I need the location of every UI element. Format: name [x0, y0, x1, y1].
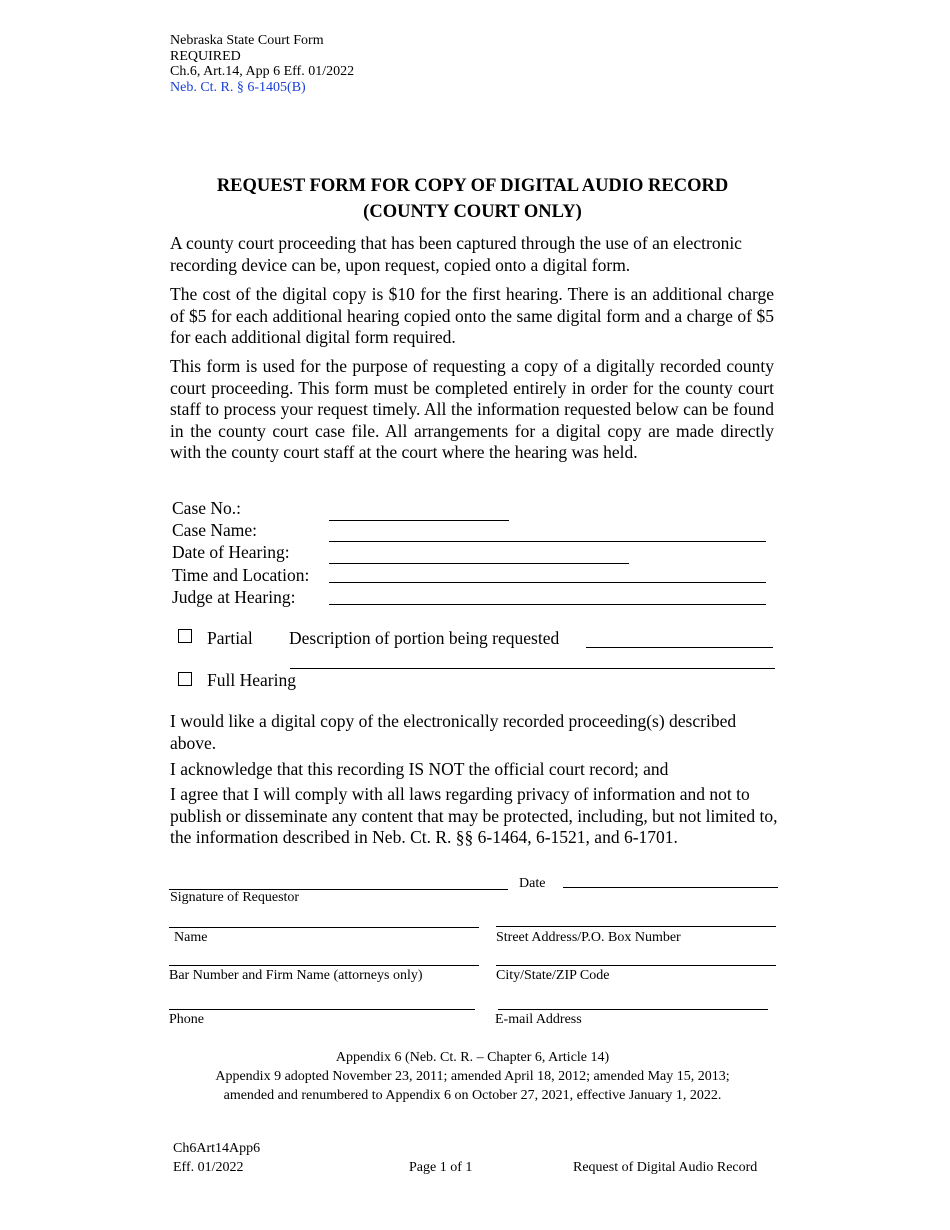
- time-location-label: Time and Location:: [172, 565, 310, 585]
- bar-number-label: Bar Number and Firm Name (attorneys only): [169, 968, 423, 983]
- intro-paragraph-3: This form is used for the purpose of requesting a copy of a digitally recorded county court proceeding. This form must be completed entirely in order for the county court staff to process your request timely. All the information requested below can be found in the county court case file. All arrangements for a digital copy are made directly with the county court staff at the court where the hearing was held.: [170, 356, 774, 462]
- header-court-form: Nebraska State Court Form: [170, 33, 324, 48]
- time-location-field[interactable]: [329, 582, 766, 583]
- judge-label: Judge at Hearing:: [172, 587, 296, 607]
- footer-page-number: Page 1 of 1: [409, 1160, 473, 1175]
- header-required: REQUIRED: [170, 48, 241, 64]
- full-hearing-label: Full Hearing: [207, 670, 296, 690]
- case-name-label: Case Name:: [172, 520, 258, 540]
- date-label: Date: [519, 876, 546, 891]
- bar-number-field[interactable]: [169, 965, 479, 966]
- city-state-zip-field[interactable]: [496, 965, 776, 966]
- email-field[interactable]: [498, 1009, 768, 1010]
- intro-paragraph-1: A county court proceeding that has been captured through the use of an electronic recording device can be, upon request, copied onto a digital form.: [170, 233, 742, 275]
- case-no-label: Case No.:: [172, 498, 242, 518]
- phone-field[interactable]: [169, 1009, 475, 1010]
- partial-label: Partial: [207, 628, 253, 648]
- date-of-hearing-field[interactable]: [329, 563, 629, 564]
- name-label: Name: [174, 930, 208, 945]
- street-address-label: Street Address/P.O. Box Number: [496, 930, 681, 945]
- full-hearing-checkbox[interactable]: [178, 672, 192, 686]
- footer-form-name: Request of Digital Audio Record: [573, 1160, 758, 1175]
- statement-request: I would like a digital copy of the electronically recorded proceeding(s) described above.: [170, 711, 737, 753]
- appendix-note: [150, 1048, 795, 1105]
- statement-agree: I agree that I will comply with all laws regarding privacy of information and not to publish or disseminate any content that may be protected, including, but not limited to, the information described in Neb. Ct. R. §§ 6-1464, 6-1521, and 6-1701.: [170, 784, 778, 847]
- page-title: [160, 173, 785, 225]
- phone-label: Phone: [169, 1012, 204, 1027]
- street-address-field[interactable]: [496, 926, 776, 927]
- header-rule-link[interactable]: Neb. Ct. R. § 6-1405(B): [170, 79, 306, 95]
- description-label: Description of portion being requested: [289, 628, 560, 648]
- email-label: E-mail Address: [495, 1012, 582, 1027]
- footer-form-code: Ch6Art14App6: [173, 1141, 261, 1156]
- date-field[interactable]: [563, 887, 778, 888]
- appendix-line-2: Appendix 9 adopted November 23, 2011; amended April 18, 2012; amended May 15, 2013;: [215, 1069, 730, 1084]
- title-line-1: REQUEST FORM FOR COPY OF DIGITAL AUDIO RECORD: [216, 176, 729, 196]
- header-chapter: Ch.6, Art.14, App 6 Eff. 01/2022: [170, 64, 355, 79]
- case-no-field[interactable]: [329, 520, 509, 521]
- date-of-hearing-label: Date of Hearing:: [172, 542, 290, 562]
- judge-field[interactable]: [329, 604, 766, 605]
- signature-label: Signature of Requestor: [170, 890, 300, 905]
- footer-effective: Eff. 01/2022: [173, 1160, 244, 1175]
- name-field[interactable]: [169, 927, 479, 928]
- city-state-zip-label: City/State/ZIP Code: [496, 968, 610, 983]
- appendix-line-1: Appendix 6 (Neb. Ct. R. – Chapter 6, Article 14): [335, 1050, 610, 1065]
- form-header: [170, 33, 354, 95]
- intro-paragraph-2: The cost of the digital copy is $10 for the first hearing. There is an additional charge of $5 for each additional hearing copied onto the same digital form and a charge of $5 for each additional digital form required.: [170, 284, 774, 347]
- description-field-line-2[interactable]: [290, 668, 775, 669]
- description-field-line-1[interactable]: [586, 647, 773, 648]
- appendix-line-3: amended and renumbered to Appendix 6 on October 27, 2021, effective January 1, 2022.: [223, 1088, 722, 1103]
- partial-checkbox[interactable]: [178, 629, 192, 643]
- case-name-field[interactable]: [329, 541, 766, 542]
- title-line-2: (COUNTY COURT ONLY): [363, 202, 582, 222]
- statement-acknowledge: I acknowledge that this recording IS NOT the official court record; and: [170, 759, 669, 779]
